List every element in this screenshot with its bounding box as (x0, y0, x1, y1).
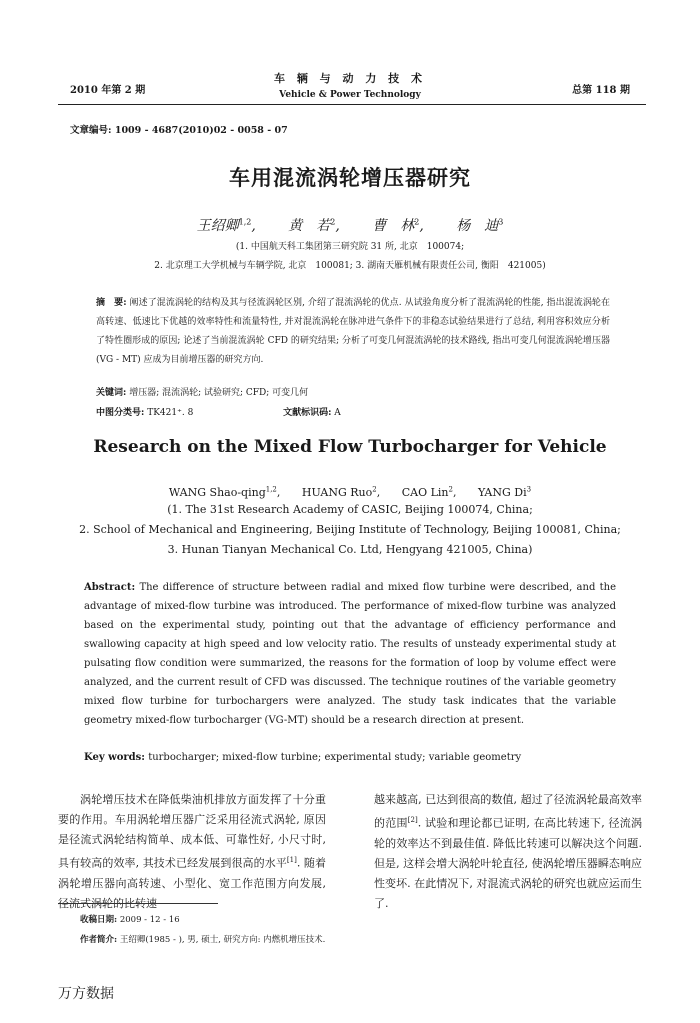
issue-number: 2010 年第 2 期 (70, 85, 146, 96)
body-column-right (374, 790, 642, 914)
keywords-en-text: turbocharger; mixed-flow turbine; experimental study; variable geometry (148, 752, 522, 763)
abstract-en (84, 578, 616, 730)
author-cn: 黄 若$^2$, (288, 217, 340, 234)
header-divider (58, 104, 646, 105)
footnote-author-bio: 作者简介: 王绍卿(1985 - ), 男, 硕士, 研究方向: 内燃机增压技术. (80, 935, 326, 945)
keywords-en-label: Key words: (84, 752, 145, 763)
journal-name-en: Vehicle & Power Technology (279, 90, 421, 100)
affiliation-cn-line-2: 2. 北京理工大学机械与车辆学院, 北京 100081; 3. 湖南天雁机械有限责任公司, 衡阳 421005) (154, 261, 546, 271)
abstract-cn-text: 阐述了混流涡轮的结构及其与径流涡轮区别, 介绍了混流涡轮的优点. 从试验角度分析了混流涡轮的性能, 指出混流涡轮在高转速、低速比下优越的效率特性和流量特性, 并对混流涡轮在脉冲进气条件下的非稳态试验结果进行了总结, 利用容积效应分析了特性圈形成的原因; 论述了当前混流涡轮 CFD 的研究结果; 分析了可变几何混流涡轮的技术路线, 指出可变几何混流涡轮增压器 (VG - MT) 应成为目前增压器的研究方向. (96, 298, 610, 365)
journal-name-cn: 车 辆 与 动 力 技 术 (274, 72, 426, 85)
authors-cn (0, 215, 700, 235)
affiliation-en-line-2: 2. School of Mechanical and Engineering, Beijing Institute of Technology, Beijing 100081, China; (79, 523, 621, 536)
author-en: CAO Lin$^2$, (401, 485, 457, 499)
total-issue: 总第 118 期 (572, 85, 630, 96)
article-number (70, 122, 288, 136)
author-cn: 曹 林$^2$, (372, 217, 424, 234)
keywords-cn-text: 增压器; 混流涡轮; 试验研究; CFD; 可变几何 (129, 388, 309, 398)
citation-ref[interactable]: [1] (286, 856, 297, 864)
citation-ref[interactable]: [2] (407, 816, 418, 824)
title-cn: 车用混流涡轮增压器研究 (229, 166, 471, 190)
abstract-en-label: Abstract: (84, 582, 136, 593)
affiliation-en-line-3: 3. Hunan Tianyan Mechanical Co. Ltd, Hengyang 421005, China) (167, 543, 533, 556)
abstract-cn-label: 摘 要: (96, 298, 127, 308)
doc-code-label: 文献标识码: (283, 408, 332, 418)
title-en: Research on the Mixed Flow Turbocharger for Vehicle (93, 437, 607, 457)
abstract-cn (96, 294, 610, 370)
author-cn: 王绍卿$^{1,2}$, (196, 217, 256, 234)
clc-label: 中图分类号: (96, 408, 145, 418)
watermark: 万方数据 (58, 986, 114, 1002)
author-en: HUANG Ruo$^2$, (301, 485, 381, 499)
author-en: WANG Shao-qing$^{1,2}$, (168, 485, 281, 499)
authors-en (0, 485, 700, 499)
author-cn: 杨 迪$^3$ (456, 217, 504, 234)
footnote-received: 收稿日期: 2009 - 12 - 16 (80, 915, 180, 925)
author-en: YANG Di$^3$ (478, 485, 532, 499)
body-column-left (58, 790, 326, 914)
keywords-en (84, 752, 521, 763)
body-paragraph: 涡轮增压技术在降低柴油机排放方面发挥了十分重要的作用。车用涡轮增压器广泛采用径流式涡轮, 原因是径流式涡轮结构简单、成本低、可靠性好, 小尺寸时, 具有较高的效率, 其技术已经发展到很高的水平[1]. 随着涡轮增压器向高转速、小型化、宽工作范围方向发展, 径流式涡轮的比转速 (58, 793, 326, 910)
clc-value: TK421⁺. 8 (147, 408, 194, 418)
article-number-label: 文章编号: (70, 125, 112, 136)
body-paragraph: 越来越高, 已达到很高的数值, 超过了径流涡轮最高效率的范围[2]. 试验和理论都已证明, 在高比转速下, 径流涡轮的效率达不到最佳值. 降低比转速可以解决这个问题. 但是, 这样会增大涡轮叶轮直径, 使涡轮增压器瞬态响应性变坏. 在此情况下, 对混流式涡轮的研究也就应运而生了. (374, 793, 642, 910)
classification-row (96, 405, 341, 418)
affiliation-en-line-1: (1. The 31st Research Academy of CASIC, Beijing 100074, China; (167, 503, 533, 516)
affiliation-cn-line-1: (1. 中国航天科工集团第三研究院 31 所, 北京 100074; (235, 242, 465, 252)
article-number-value: 1009 - 4687(2010)02 - 0058 - 07 (114, 125, 288, 136)
doc-code-value: A (334, 408, 341, 418)
footnote-divider (58, 903, 218, 904)
abstract-en-text: The difference of structure between radial and mixed flow turbine were described, and the advantage of mixed-flow turbine was introduced. The performance of mixed-flow turbine was analyzed based on the experimental study, pointing out that the advantage of efficiency performance and swallowing capacity at high speed and low velocity ratio. The results of unsteady experimental study at pulsating flow condition were summarized, the reasons for the formation of loop by volume effect were analyzed, and the current result of CFD was discussed. The technique routines of the variable geometry mixed flow turbine for turbochargers were analyzed. The study task indicates that the variable geometry mixed-flow turbocharger (VG-MT) should be a research direction at present. (84, 582, 616, 726)
keywords-cn (96, 385, 308, 398)
keywords-cn-label: 关键词: (96, 388, 127, 398)
